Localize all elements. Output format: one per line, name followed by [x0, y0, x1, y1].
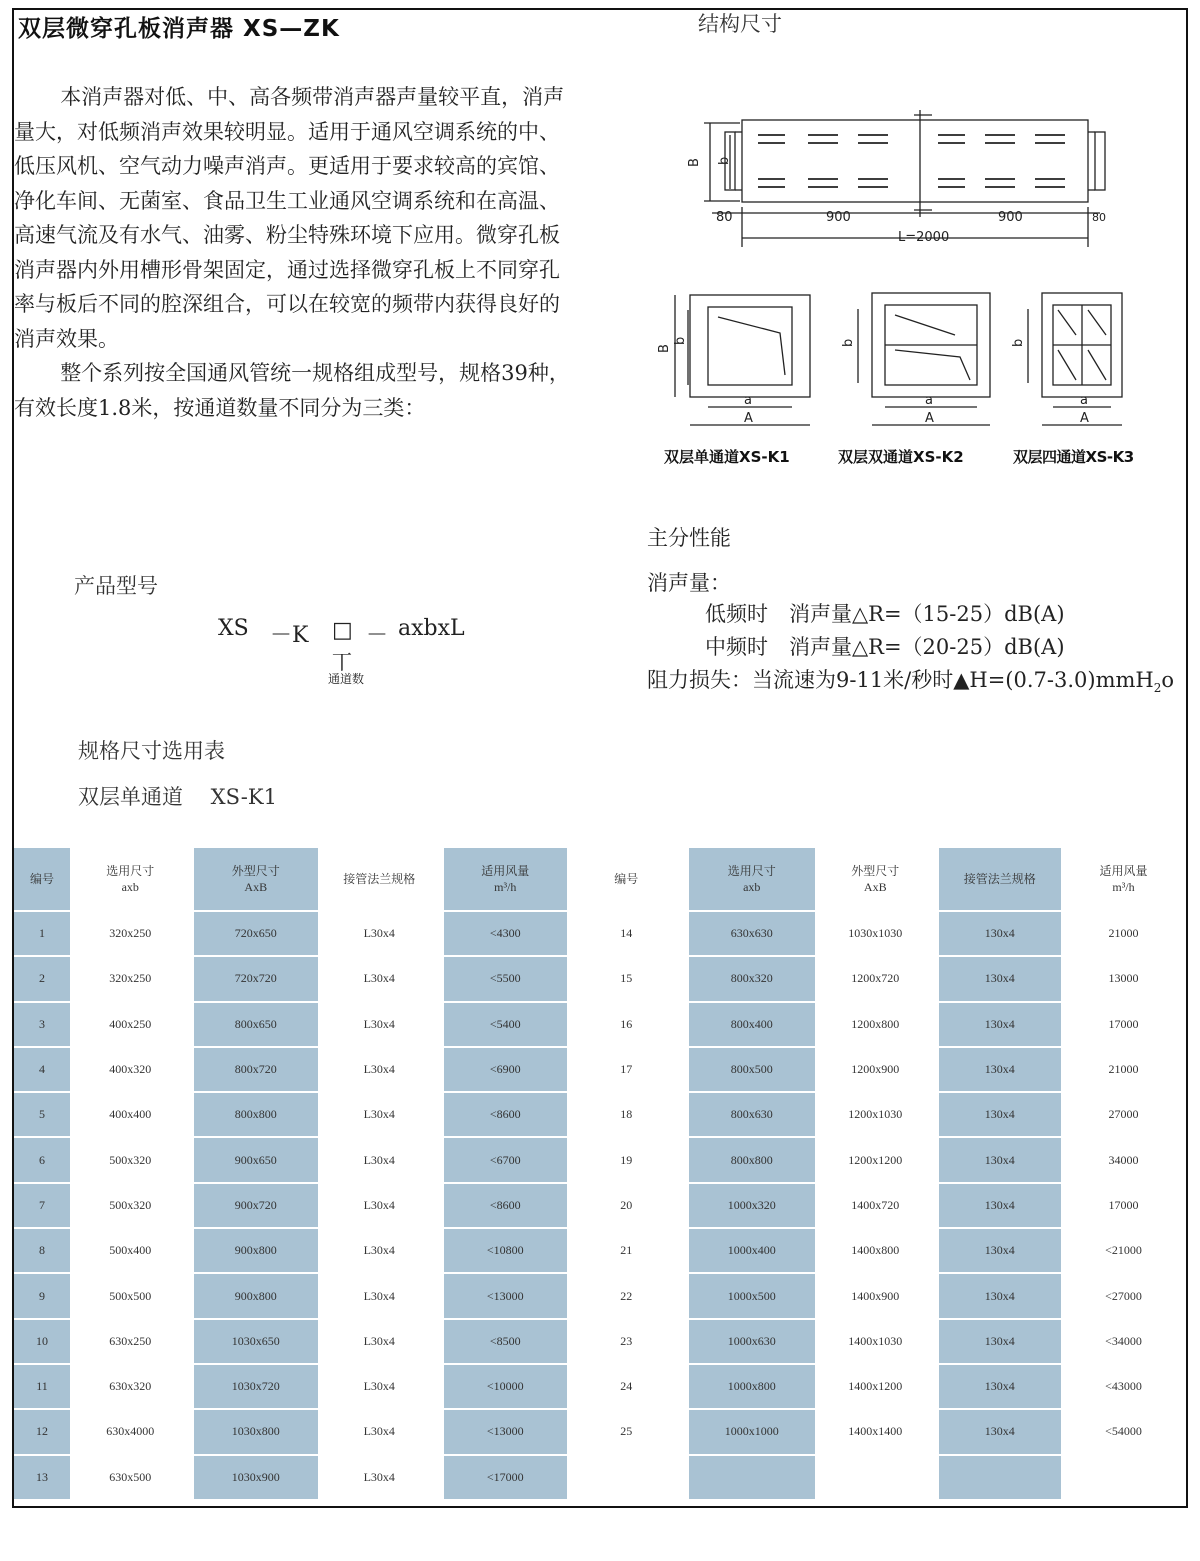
table-heading: 规格尺寸选用表	[78, 739, 225, 763]
noise-mid-frequency: 中频时 消声量△R=（20-25）dB(A)	[705, 635, 1065, 659]
cell-no: 12	[14, 1409, 70, 1454]
pressure-loss-text: 阻力损失：当流速为9-11米/秒时▲H=(0.7-3.0)mmH	[647, 668, 1154, 692]
cell-no-2: 21	[567, 1228, 687, 1273]
structure-diagram	[640, 95, 1140, 475]
cell-outer-size: 720x720	[192, 956, 318, 1001]
caption-xs-k1: 双层单通道XS-K1	[664, 448, 790, 466]
cell-no-2: 24	[567, 1364, 687, 1409]
cell-select-size-2: 800x500	[687, 1047, 815, 1092]
sec3-A-label: A	[1080, 411, 1089, 426]
cell-outer-size-2: 1400x800	[815, 1228, 937, 1273]
dim-segment-2: 900	[998, 210, 1023, 225]
table-header-row	[14, 848, 1186, 911]
cell-flange-2: 130x4	[937, 1228, 1061, 1273]
sec1-A-label: A	[744, 411, 753, 426]
cell-flange-2: 130x4	[937, 1092, 1061, 1137]
cell-flange: L30x4	[318, 1092, 442, 1137]
cell-flange-2: 130x4	[937, 911, 1061, 956]
cell-outer-size-2: 1400x1400	[815, 1409, 937, 1454]
cell-select-size: 500x320	[70, 1183, 192, 1228]
cell-no: 10	[14, 1319, 70, 1364]
cell-flange-2: 130x4	[937, 1273, 1061, 1318]
table-row	[14, 1228, 1186, 1273]
header-no-2: 编号	[567, 848, 687, 911]
caption-xs-k2: 双层双通道XS-K2	[838, 448, 964, 466]
cell-select-size: 400x320	[70, 1047, 192, 1092]
cell-select-size: 500x500	[70, 1273, 192, 1318]
cell-airflow: <4300	[442, 911, 567, 956]
cell-airflow: <6900	[442, 1047, 567, 1092]
cell-no-2: 18	[567, 1092, 687, 1137]
cell-select-size-2: 630x630	[687, 911, 815, 956]
dim-left-end: 80	[716, 210, 733, 225]
cell-outer-size: 1030x650	[192, 1319, 318, 1364]
cell-airflow-2: 17000	[1061, 1002, 1186, 1047]
cell-flange: L30x4	[318, 1002, 442, 1047]
cell-outer-size-2: 1400x900	[815, 1273, 937, 1318]
dim-b-label: b	[717, 156, 732, 165]
sec2-b-label: b	[841, 338, 856, 347]
cell-airflow-2: 13000	[1061, 956, 1186, 1001]
cell-no-2: 23	[567, 1319, 687, 1364]
cell-outer-size: 1030x800	[192, 1409, 318, 1454]
sec2-a-label: a	[925, 393, 933, 408]
cell-airflow-2: 34000	[1061, 1137, 1186, 1182]
cell-outer-size-2: 1030x1030	[815, 911, 937, 956]
model-prefix: XS	[218, 616, 249, 641]
pressure-loss-suffix: o	[1161, 668, 1175, 692]
performance-heading: 主分性能	[647, 526, 731, 550]
cell-no-2: 22	[567, 1273, 687, 1318]
cell-no: 3	[14, 1002, 70, 1047]
cell-no: 8	[14, 1228, 70, 1273]
cell-select-size: 400x400	[70, 1092, 192, 1137]
cell-no: 13	[14, 1455, 70, 1500]
header-select-size: 选用尺寸 axb	[70, 848, 192, 911]
cell-airflow: <17000	[442, 1455, 567, 1500]
cell-flange-2: 130x4	[937, 1364, 1061, 1409]
cell-airflow: <8500	[442, 1319, 567, 1364]
cell-outer-size: 800x800	[192, 1092, 318, 1137]
cell-select-size: 320x250	[70, 956, 192, 1001]
cell-outer-size-2: 1200x1200	[815, 1137, 937, 1182]
cell-select-size-2: 1000x400	[687, 1228, 815, 1273]
table-row	[14, 1319, 1186, 1364]
cell-flange: L30x4	[318, 1047, 442, 1092]
cell-flange: L30x4	[318, 1183, 442, 1228]
spec-table	[14, 848, 1186, 1501]
cell-flange: L30x4	[318, 956, 442, 1001]
cell-flange-2: 130x4	[937, 1047, 1061, 1092]
cell-airflow-2	[1061, 1455, 1186, 1500]
cell-select-size-2: 800x630	[687, 1092, 815, 1137]
cell-outer-size-2: 1400x1030	[815, 1319, 937, 1364]
dim-B-label: B	[687, 158, 702, 167]
cell-select-size-2: 1000x320	[687, 1183, 815, 1228]
table-subheading: 双层单通道 XS-K1	[78, 785, 277, 809]
cell-airflow: <10000	[442, 1364, 567, 1409]
cell-select-size-2: 800x320	[687, 956, 815, 1001]
sec2-A-label: A	[925, 411, 934, 426]
cell-outer-size: 1030x720	[192, 1364, 318, 1409]
cell-flange: L30x4	[318, 911, 442, 956]
table-row	[14, 1273, 1186, 1318]
dim-total-length: L=2000	[898, 230, 950, 245]
cell-flange-2: 130x4	[937, 1183, 1061, 1228]
cell-flange-2: 130x4	[937, 956, 1061, 1001]
cell-select-size-2: 800x800	[687, 1137, 815, 1182]
model-suffix: axbxL	[398, 616, 465, 641]
pressure-loss	[647, 664, 1174, 695]
cell-airflow: <8600	[442, 1092, 567, 1137]
cell-outer-size: 720x650	[192, 911, 318, 956]
pressure-loss-sub: 2	[1153, 681, 1162, 696]
cell-outer-size: 1030x900	[192, 1455, 318, 1500]
cell-no: 9	[14, 1273, 70, 1318]
header-airflow: 适用风量 m³/h	[442, 848, 567, 911]
cell-no: 4	[14, 1047, 70, 1092]
model-dash: －	[366, 623, 389, 648]
header-outer-size-2: 外型尺寸 AxB	[815, 848, 937, 911]
noise-label: 消声量：	[647, 571, 731, 595]
cell-airflow: <13000	[442, 1409, 567, 1454]
intro-text	[14, 80, 580, 425]
cell-outer-size: 900x800	[192, 1273, 318, 1318]
cell-outer-size: 900x650	[192, 1137, 318, 1182]
cell-select-size: 630x320	[70, 1364, 192, 1409]
silencer-drawing	[640, 95, 1140, 475]
cell-outer-size: 800x720	[192, 1047, 318, 1092]
cell-flange-2: 130x4	[937, 1137, 1061, 1182]
table-row	[14, 1002, 1186, 1047]
cell-select-size: 400x250	[70, 1002, 192, 1047]
cell-airflow: <8600	[442, 1183, 567, 1228]
cell-no-2: 15	[567, 956, 687, 1001]
sec3-a-label: a	[1080, 393, 1088, 408]
cell-outer-size-2: 1400x720	[815, 1183, 937, 1228]
model-code	[218, 616, 518, 696]
header-flange-2: 接管法兰规格	[937, 848, 1061, 911]
cell-select-size-2: 1000x630	[687, 1319, 815, 1364]
noise-low-frequency: 低频时 消声量△R=（15-25）dB(A)	[705, 602, 1065, 626]
intro-paragraph-2: 整个系列按全国通风管统一规格组成型号，规格39种，有效长度1.8米，按通道数量不同分为三类：	[14, 361, 570, 420]
cell-no: 2	[14, 956, 70, 1001]
model-heading: 产品型号	[74, 574, 158, 598]
cell-airflow-2: 17000	[1061, 1183, 1186, 1228]
cell-airflow-2: <21000	[1061, 1228, 1186, 1273]
model-channel-note: 通道数	[328, 672, 365, 686]
cell-airflow-2: 21000	[1061, 1047, 1186, 1092]
table-row	[14, 1092, 1186, 1137]
cell-no-2	[567, 1455, 687, 1500]
cell-outer-size: 800x650	[192, 1002, 318, 1047]
cell-flange: L30x4	[318, 1273, 442, 1318]
cell-airflow-2: <34000	[1061, 1319, 1186, 1364]
cell-airflow: <10800	[442, 1228, 567, 1273]
cell-outer-size: 900x720	[192, 1183, 318, 1228]
table-row	[14, 1137, 1186, 1182]
cell-flange-2	[937, 1455, 1061, 1500]
cell-select-size: 630x250	[70, 1319, 192, 1364]
cell-select-size-2: 1000x800	[687, 1364, 815, 1409]
table-row	[14, 956, 1186, 1001]
cell-flange: L30x4	[318, 1137, 442, 1182]
sec3-b-label: b	[1011, 338, 1026, 347]
cell-outer-size-2: 1200x800	[815, 1002, 937, 1047]
table-row	[14, 1364, 1186, 1409]
table-row	[14, 911, 1186, 956]
cell-no-2: 16	[567, 1002, 687, 1047]
cell-airflow: <13000	[442, 1273, 567, 1318]
cell-no-2: 20	[567, 1183, 687, 1228]
cell-flange: L30x4	[318, 1228, 442, 1273]
header-airflow-2: 适用风量 m³/h	[1061, 848, 1186, 911]
dim-segment-1: 900	[826, 210, 851, 225]
cell-outer-size-2: 1200x720	[815, 956, 937, 1001]
table-row	[14, 1183, 1186, 1228]
cell-airflow: <5400	[442, 1002, 567, 1047]
cell-flange: L30x4	[318, 1455, 442, 1500]
header-no: 编号	[14, 848, 70, 911]
table-row	[14, 1455, 1186, 1500]
structure-heading: 结构尺寸	[698, 12, 782, 36]
cell-flange: L30x4	[318, 1319, 442, 1364]
cell-airflow-2: <54000	[1061, 1409, 1186, 1454]
cell-flange-2: 130x4	[937, 1002, 1061, 1047]
cell-select-size-2	[687, 1455, 815, 1500]
cell-no: 5	[14, 1092, 70, 1137]
cell-no: 11	[14, 1364, 70, 1409]
cell-select-size-2: 1000x1000	[687, 1409, 815, 1454]
cell-select-size-2: 1000x500	[687, 1273, 815, 1318]
cell-outer-size-2: 1400x1200	[815, 1364, 937, 1409]
cell-airflow-2: <43000	[1061, 1364, 1186, 1409]
cell-airflow-2: 27000	[1061, 1092, 1186, 1137]
cell-no-2: 25	[567, 1409, 687, 1454]
model-channel-box: □	[332, 618, 353, 643]
intro-paragraph-1: 本消声器对低、中、高各频带消声器声量较平直，消声量大，对低频消声效果较明显。适用于通风空调系统的中、低压风机、空气动力噪声消声。更适用于要求较高的宾馆、净化车间、无菌室、食品卫生工业通风空调系统和在高温、高速气流及有水气、油雾、粉尘特殊环境下应用。微穿孔板消声器内外用槽形骨架固定，通过选择微穿孔板上不同穿孔率与板后不同的腔深组合，可以在较宽的频带内获得良好的消声效果。	[14, 85, 565, 351]
cell-no-2: 17	[567, 1047, 687, 1092]
page-title: 双层微穿孔板消声器 XS—ZK	[18, 16, 340, 42]
cell-flange-2: 130x4	[937, 1319, 1061, 1364]
cell-select-size: 500x400	[70, 1228, 192, 1273]
cell-outer-size: 900x800	[192, 1228, 318, 1273]
dim-right-end: 80	[1092, 211, 1106, 224]
cell-airflow: <5500	[442, 956, 567, 1001]
cell-outer-size-2	[815, 1455, 937, 1500]
cell-select-size: 630x500	[70, 1455, 192, 1500]
caption-xs-k3: 双层四通道XS-K3	[1013, 448, 1134, 466]
header-flange: 接管法兰规格	[318, 848, 442, 911]
cell-outer-size-2: 1200x1030	[815, 1092, 937, 1137]
cell-no-2: 19	[567, 1137, 687, 1182]
cell-no-2: 14	[567, 911, 687, 956]
cell-airflow-2: 21000	[1061, 911, 1186, 956]
cell-select-size: 320x250	[70, 911, 192, 956]
cell-airflow: <6700	[442, 1137, 567, 1182]
table-row	[14, 1047, 1186, 1092]
cell-no: 6	[14, 1137, 70, 1182]
sec1-b-label: b	[673, 336, 688, 345]
sec1-a-label: a	[744, 393, 752, 408]
cell-select-size: 500x320	[70, 1137, 192, 1182]
cell-airflow-2: <27000	[1061, 1273, 1186, 1318]
cell-no: 1	[14, 911, 70, 956]
model-k: －K	[270, 623, 309, 648]
cell-outer-size-2: 1200x900	[815, 1047, 937, 1092]
sec1-B-label: B	[657, 344, 672, 353]
cell-select-size-2: 800x400	[687, 1002, 815, 1047]
cell-flange: L30x4	[318, 1364, 442, 1409]
table-row	[14, 1409, 1186, 1454]
cell-flange-2: 130x4	[937, 1409, 1061, 1454]
model-tick: 丅	[332, 650, 352, 674]
header-outer-size: 外型尺寸 AxB	[192, 848, 318, 911]
cell-select-size: 630x4000	[70, 1409, 192, 1454]
cell-no: 7	[14, 1183, 70, 1228]
cell-flange: L30x4	[318, 1409, 442, 1454]
header-select-size-2: 选用尺寸 axb	[687, 848, 815, 911]
